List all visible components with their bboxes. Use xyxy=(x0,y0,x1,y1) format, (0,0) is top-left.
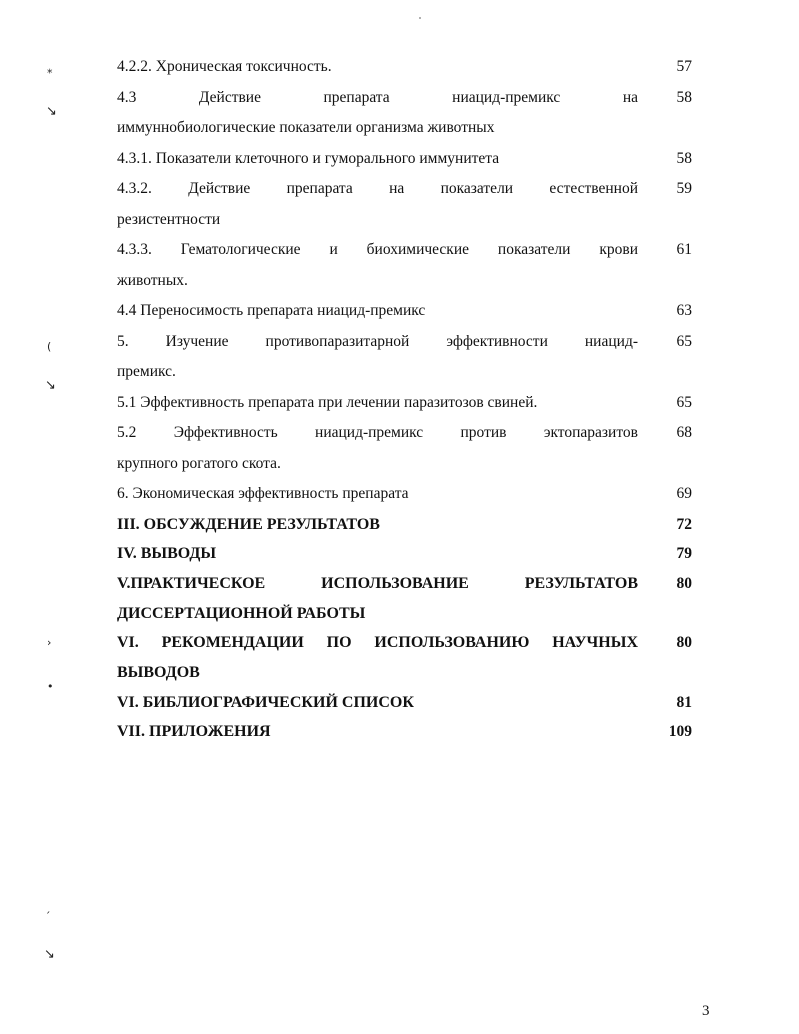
toc-entry-page: 81 xyxy=(676,693,692,711)
toc-entry xyxy=(117,628,692,687)
toc-entry-page: 80 xyxy=(676,634,692,652)
toc-entry xyxy=(117,327,692,388)
toc-entry-title xyxy=(117,52,638,83)
toc-entry-page: 69 xyxy=(676,485,692,502)
toc-entry-title xyxy=(117,628,638,687)
toc-entry-line: 4.3 Действие препарата ниацид-премикс на xyxy=(117,88,638,106)
toc-entry xyxy=(117,296,692,327)
toc-entry-line: VI. РЕКОМЕНДАЦИИ ПО ИСПОЛЬЗОВАНИЮ НАУЧНЫХ xyxy=(117,634,638,652)
toc-entry xyxy=(117,479,692,510)
toc-entry-page: 72 xyxy=(676,515,692,533)
toc-entry-line: VII. ПРИЛОЖЕНИЯ xyxy=(117,723,271,741)
toc-entry-title xyxy=(117,688,638,718)
toc-entry-line: 4.2.2. Хроническая токсичность. xyxy=(117,58,332,75)
toc-entry-title xyxy=(117,717,638,747)
toc-entry-line: VI. БИБЛИОГРАФИЧЕСКИЙ СПИСОК xyxy=(117,693,414,711)
toc-entry-title xyxy=(117,235,638,296)
toc-entry-line: III. ОБСУЖДЕНИЕ РЕЗУЛЬТАТОВ xyxy=(117,515,380,533)
toc-entry-page: 59 xyxy=(676,180,692,197)
toc-entry-line: 5. Изучение противопаразитарной эффективности ниацид- xyxy=(117,332,638,350)
toc-entry-line: V.ПРАКТИЧЕСКОЕ ИСПОЛЬЗОВАНИЕ РЕЗУЛЬТАТОВ xyxy=(117,574,638,592)
toc-entry-line: иммуннобиологические показатели организма животных xyxy=(117,119,495,136)
toc-entry-title xyxy=(117,144,638,175)
toc-entry-line: премикс. xyxy=(117,363,176,380)
scan-mark: › xyxy=(47,636,52,649)
toc-entry-page: 63 xyxy=(676,302,692,319)
toc-entry-line: ВЫВОДОВ xyxy=(117,664,200,682)
toc-entry-line: 6. Экономическая эффективность препарата xyxy=(117,485,409,502)
toc-entry-title xyxy=(117,539,638,569)
scan-mark: ↘ xyxy=(45,378,56,393)
toc-entry-title xyxy=(117,83,638,144)
toc-entry-line: 5.1 Эффективность препарата при лечении паразитозов свиней. xyxy=(117,393,538,411)
toc-entry xyxy=(117,569,692,628)
toc-entry xyxy=(117,144,692,175)
toc-entry-title xyxy=(117,510,638,540)
scan-mark: • xyxy=(47,680,54,693)
scan-dot xyxy=(419,17,421,19)
toc-entry-page: 58 xyxy=(676,88,692,106)
toc-entry xyxy=(117,510,692,540)
toc-entry xyxy=(117,539,692,569)
toc-entry-line: 4.3.1. Показатели клеточного и гуморального иммунитета xyxy=(117,149,500,167)
toc-entry xyxy=(117,388,692,419)
toc-entry-line: 5.2 Эффективность ниацид-премикс против эктопаразитов xyxy=(117,424,638,441)
toc-entry-line: 4.3.2. Действие препарата на показатели естественной xyxy=(117,180,638,197)
toc-entry-title xyxy=(117,418,638,479)
toc-entry-page: 80 xyxy=(676,574,692,592)
toc-entry xyxy=(117,174,692,235)
toc-entry-line: 4.3.3. Гематологические и биохимические показатели крови xyxy=(117,241,638,258)
toc-entry-title xyxy=(117,569,638,628)
toc-entry-page: 65 xyxy=(676,393,692,411)
toc-entry-page: 79 xyxy=(676,545,692,563)
toc-entry-page: 57 xyxy=(676,58,692,75)
toc-entry-line: резистентности xyxy=(117,210,221,228)
toc-entry xyxy=(117,418,692,479)
scan-mark: ( xyxy=(47,340,52,353)
toc-entry-line: ДИССЕРТАЦИОННОЙ РАБОТЫ xyxy=(117,604,366,622)
page-number: 3 xyxy=(702,1003,710,1019)
scan-mark: ˊ xyxy=(45,910,51,923)
toc-entry xyxy=(117,235,692,296)
scan-mark: ↘ xyxy=(46,104,57,119)
scan-mark: ⁎ xyxy=(47,63,53,76)
toc-entry-title xyxy=(117,174,638,235)
toc-entry xyxy=(117,688,692,718)
scan-mark: ↘ xyxy=(44,947,55,962)
toc-entry-line: 4.4 Переносимость препарата ниацид-премикс xyxy=(117,302,426,319)
table-of-contents xyxy=(117,52,692,747)
toc-entry-line: крупного рогатого скота. xyxy=(117,454,281,472)
toc-entry xyxy=(117,717,692,747)
toc-entry-title xyxy=(117,479,638,510)
toc-entry-line: животных. xyxy=(117,271,188,289)
toc-entry xyxy=(117,83,692,144)
toc-entry xyxy=(117,52,692,83)
toc-entry-page: 58 xyxy=(676,149,692,167)
toc-entry-line: IV. ВЫВОДЫ xyxy=(117,545,217,563)
toc-entry-page: 61 xyxy=(676,241,692,258)
toc-entry-title xyxy=(117,388,638,419)
toc-entry-page: 109 xyxy=(668,723,692,741)
toc-entry-title xyxy=(117,296,638,327)
toc-entry-page: 65 xyxy=(676,332,692,350)
toc-entry-title xyxy=(117,327,638,388)
toc-entry-page: 68 xyxy=(676,424,692,441)
